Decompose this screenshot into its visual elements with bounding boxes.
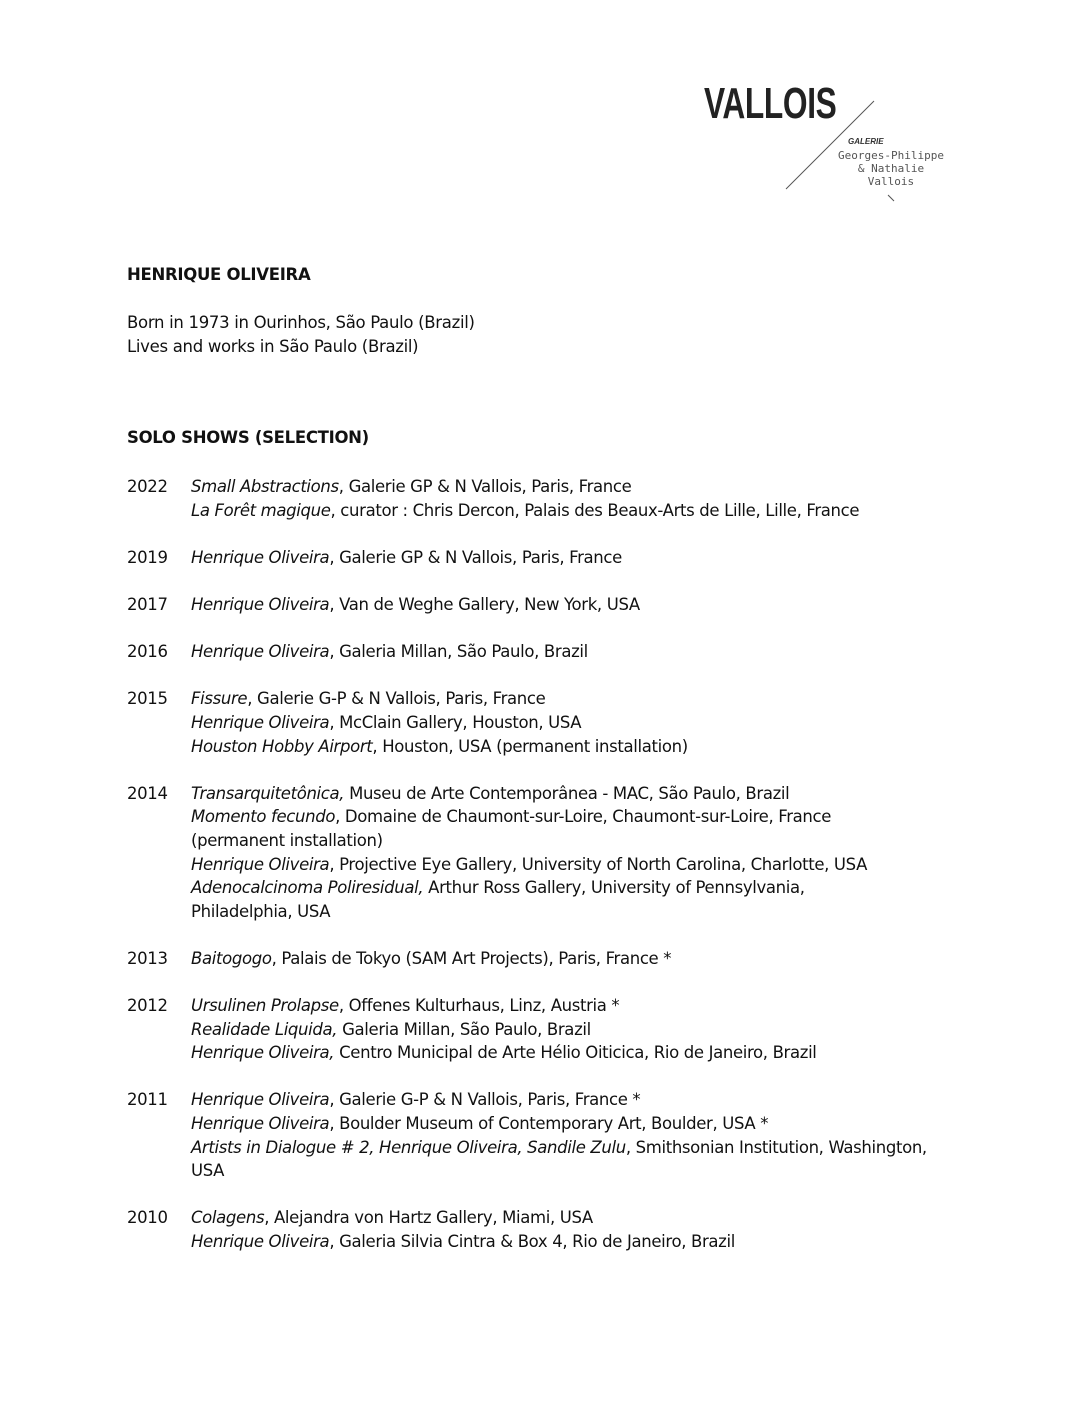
show-title: Henrique Oliveira — [191, 642, 330, 662]
show-line — [191, 853, 967, 877]
show-details: , Alejandra von Hartz Gallery, Miami, USA — [264, 1208, 593, 1228]
show-title: Artists in Dialogue # 2, Henrique Oliveira, Sandile Zulu — [191, 1137, 626, 1157]
show-details: , curator : Chris Dercon, Palais des Beaux-Arts de Lille, Lille, France — [330, 500, 860, 520]
show-line — [191, 900, 967, 924]
show-title: Henrique Oliveira — [191, 1090, 330, 1110]
show-line — [191, 735, 967, 759]
show-title: Henrique Oliveira, — [191, 1043, 335, 1063]
show-lines — [191, 640, 967, 664]
show-line — [191, 829, 967, 853]
show-line — [191, 711, 967, 735]
show-lines — [191, 687, 967, 758]
artist-name: HENRIQUE OLIVEIRA — [127, 265, 311, 284]
bio-born-line: Born in 1973 in Ourinhos, São Paulo (Brazil) — [127, 313, 475, 332]
show-lines — [191, 1206, 967, 1253]
show-title: Colagens — [191, 1208, 265, 1228]
year-label: 2014 — [127, 783, 168, 803]
year-label: 2013 — [127, 948, 168, 968]
show-title: Small Abstractions — [191, 477, 339, 496]
show-line — [191, 1088, 967, 1112]
show-title: Henrique Oliveira — [191, 594, 330, 614]
show-line — [191, 1112, 967, 1136]
show-lines — [191, 593, 967, 617]
show-line — [191, 994, 967, 1018]
show-details: , Galeria Silvia Cintra & Box 4, Rio de Janeiro, Brazil — [329, 1232, 735, 1251]
show-details: , Galerie G-P & N Vallois, Paris, France * — [329, 1090, 641, 1110]
solo-shows-list — [127, 475, 967, 1277]
bio-lives-line: Lives and works in São Paulo (Brazil) — [127, 337, 419, 356]
show-details: (permanent installation) — [191, 830, 383, 850]
show-line — [191, 499, 967, 523]
show-title: Fissure — [191, 689, 248, 709]
show-title: Henrique Oliveira — [191, 712, 330, 732]
show-line — [191, 1159, 967, 1183]
show-title: Houston Hobby Airport — [191, 736, 373, 756]
year-entry — [127, 994, 967, 1065]
show-details: Museu de Arte Contemporânea - MAC, São Paulo, Brazil — [344, 783, 790, 803]
show-lines — [191, 994, 967, 1065]
show-details: Philadelphia, USA — [191, 901, 331, 921]
show-line — [191, 687, 967, 711]
show-lines — [191, 475, 967, 522]
year-entry — [127, 947, 967, 971]
show-details: , Galerie G-P & N Vallois, Paris, France — [247, 689, 546, 709]
show-line — [191, 876, 967, 900]
show-details: , Domaine de Chaumont-sur-Loire, Chaumont-sur-Loire, France — [335, 807, 832, 827]
show-details: , Van de Weghe Gallery, New York, USA — [329, 594, 640, 614]
year-entry — [127, 640, 967, 664]
show-title: Ursulinen Prolapse — [191, 996, 339, 1016]
year-entry — [127, 1088, 967, 1182]
show-details: , Palais de Tokyo (SAM Art Projects), Paris, France * — [271, 948, 672, 968]
year-entry — [127, 782, 967, 924]
year-label: 2019 — [127, 547, 168, 567]
year-label: 2022 — [127, 477, 168, 496]
show-details: , Galerie GP & N Vallois, Paris, France — [329, 547, 622, 567]
logo-gallery-name: Georges-Philippe & Nathalie Vallois — [838, 149, 944, 188]
year-entry — [127, 546, 967, 570]
show-details: , Boulder Museum of Contemporary Art, Boulder, USA * — [329, 1114, 769, 1134]
artist-bio — [127, 311, 475, 359]
show-details: , Offenes Kulturhaus, Linz, Austria * — [338, 996, 620, 1016]
show-title: Henrique Oliveira — [191, 547, 330, 567]
show-title: Henrique Oliveira — [191, 1114, 330, 1134]
show-line — [191, 593, 967, 617]
show-lines — [191, 947, 967, 971]
show-details: , Smithsonian Institution, Washington, — [625, 1137, 927, 1157]
year-label: 2012 — [127, 996, 168, 1016]
show-lines — [191, 1088, 967, 1182]
show-details: , Houston, USA (permanent installation) — [372, 736, 688, 756]
show-lines — [191, 546, 967, 570]
show-line — [191, 1206, 967, 1230]
show-title: Adenocalcinoma Poliresidual, — [191, 878, 424, 898]
show-details: , Galerie GP & N Vallois, Paris, France — [338, 477, 632, 496]
show-title: Baitogogo — [191, 948, 272, 968]
year-entry — [127, 687, 967, 758]
year-label: 2010 — [127, 1208, 168, 1228]
year-entry — [127, 593, 967, 617]
show-line — [191, 1041, 967, 1065]
show-details: Arthur Ross Gallery, University of Pennsylvania, — [423, 878, 805, 898]
show-details: , Projective Eye Gallery, University of North Carolina, Charlotte, USA — [329, 854, 868, 874]
gallery-logo — [700, 79, 960, 212]
show-details: Galeria Millan, São Paulo, Brazil — [337, 1019, 591, 1039]
show-title: Transarquitetônica, — [191, 783, 345, 803]
show-details: , McClain Gallery, Houston, USA — [329, 712, 582, 732]
show-line — [191, 1018, 967, 1042]
year-entry — [127, 1206, 967, 1253]
logo-galerie-label: GALERIE — [848, 137, 884, 146]
show-lines — [191, 782, 967, 924]
show-title: Henrique Oliveira — [191, 1232, 330, 1251]
show-details: , Galeria Millan, São Paulo, Brazil — [329, 642, 588, 662]
show-title: La Forêt magique — [191, 500, 331, 520]
year-entry — [127, 475, 967, 522]
section-title: SOLO SHOWS (SELECTION) — [127, 428, 369, 447]
show-line — [191, 782, 967, 806]
year-label: 2017 — [127, 594, 168, 614]
show-title: Henrique Oliveira — [191, 854, 330, 874]
show-details: USA — [191, 1161, 225, 1181]
logo-wordmark: VALLOIS — [704, 79, 837, 128]
show-title: Realidade Liquida, — [191, 1019, 338, 1039]
show-details: Centro Municipal de Arte Hélio Oiticica, Rio de Janeiro, Brazil — [334, 1043, 817, 1063]
year-label: 2016 — [127, 642, 168, 662]
show-line — [191, 947, 967, 971]
show-line — [191, 1230, 967, 1254]
show-line — [191, 805, 967, 829]
year-label: 2015 — [127, 689, 168, 709]
show-title: Momento fecundo — [191, 807, 336, 827]
show-line — [191, 640, 967, 664]
year-label: 2011 — [127, 1090, 168, 1110]
show-line — [191, 475, 967, 499]
show-line — [191, 1136, 967, 1160]
show-line — [191, 546, 967, 570]
logo-tick-mark — [887, 194, 895, 202]
